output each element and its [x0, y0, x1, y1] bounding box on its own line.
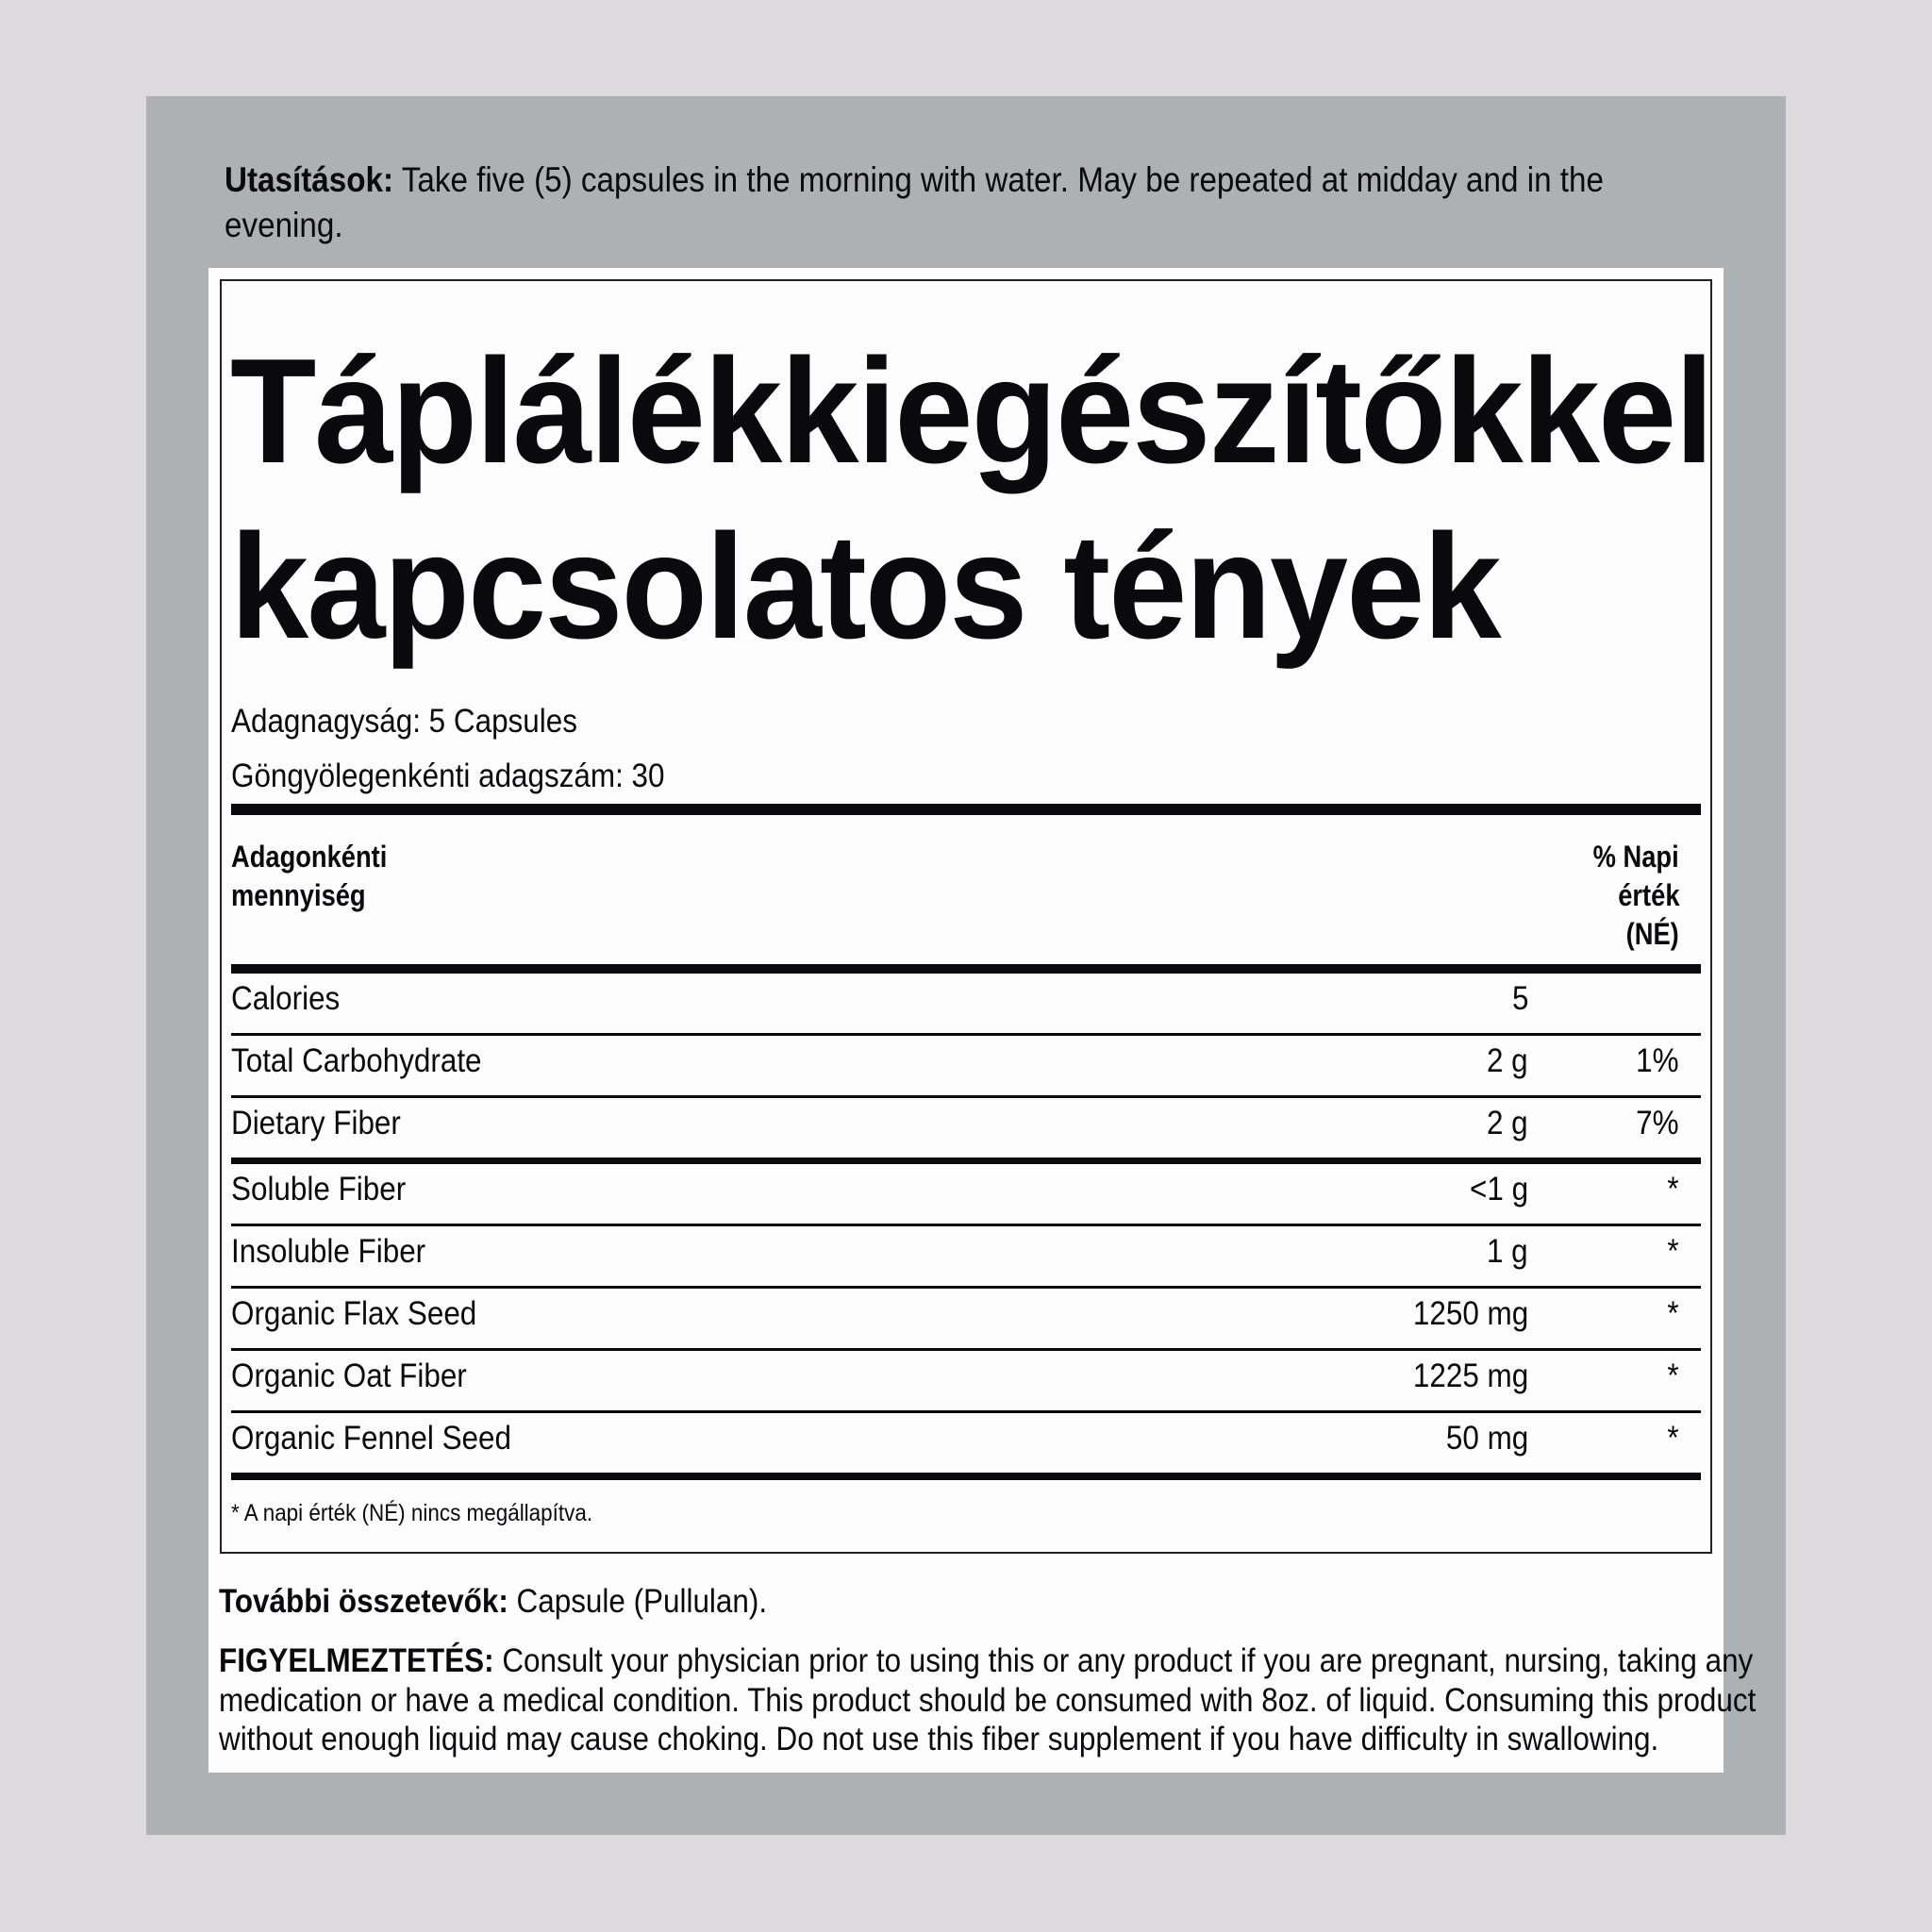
nutrient-amount: 5 — [1511, 980, 1528, 1017]
servings-per-container: Göngyölegenkénti adagszám: 30 — [231, 758, 665, 794]
nutrient-dv: 7% — [1636, 1105, 1679, 1141]
thick-rule-bottom — [231, 1473, 1701, 1480]
instructions-line-2: evening. — [225, 206, 343, 244]
nutrient-name: Organic Flax Seed — [231, 1295, 477, 1332]
nutrient-amount: 1250 mg — [1412, 1295, 1528, 1332]
nutrient-dv: * — [1667, 1295, 1679, 1332]
table-row-calories — [231, 974, 1701, 1033]
thick-rule-header — [231, 964, 1701, 974]
nutrient-amount: 1 g — [1487, 1233, 1528, 1270]
thick-rule-mid — [231, 1158, 1701, 1164]
table-row-soluble-fiber — [231, 1164, 1701, 1224]
nutrient-name: Soluble Fiber — [231, 1171, 407, 1208]
header-daily-value: % Napi érték (NÉ) — [1592, 840, 1679, 951]
nutrient-dv: * — [1667, 1233, 1679, 1270]
warning: FIGYELMEZTETÉS: Consult your physician prior to using this or any product if you are pregnant, nursing, taking any medication or have a medical condition. This product should be consumed with 8oz. of liquid. Consuming this product without enough liquid may cause choking. Do not use this fiber supplement if you have difficulty in swallowing. — [219, 1642, 1757, 1757]
nutrient-dv: * — [1667, 1171, 1679, 1208]
serving-info — [231, 694, 714, 804]
nutrient-name: Insoluble Fiber — [231, 1233, 426, 1270]
table-row-organic-fennel-seed — [231, 1413, 1701, 1473]
nutrient-name: Total Carbohydrate — [231, 1042, 482, 1079]
nutrient-dv: * — [1667, 1357, 1679, 1394]
table-row-dietary-fiber — [231, 1098, 1701, 1158]
nutrient-amount: <1 g — [1469, 1171, 1528, 1208]
thick-rule-top — [231, 804, 1701, 815]
nutrient-dv: 1% — [1636, 1042, 1679, 1079]
serving-size: Adagnagyság: 5 Capsules — [231, 703, 577, 740]
nutrient-amount: 2 g — [1487, 1042, 1528, 1079]
nutrient-name: Calories — [231, 980, 341, 1017]
instructions-label: Utasítások: — [225, 160, 394, 199]
nutrient-amount: 2 g — [1487, 1105, 1528, 1141]
daily-value-footnote: * A napi érték (NÉ) nincs megállapítva. — [231, 1500, 593, 1526]
other-ingredients-label: További összetevők: — [219, 1583, 508, 1620]
other-ingredients — [219, 1585, 829, 1618]
nutrient-name: Organic Fennel Seed — [231, 1420, 512, 1457]
nutrient-dv: * — [1667, 1420, 1679, 1457]
header-amount-per-serving: Adagonkénti mennyiség — [231, 840, 388, 912]
title-line-1: Táplálékkiegészítőkkel — [230, 328, 1712, 494]
table-row-total-carbohydrate — [231, 1036, 1701, 1095]
other-ingredients-text: Capsule (Pullulan). — [516, 1583, 768, 1620]
title-line-2: kapcsolatos tények — [230, 504, 1500, 670]
nutrient-amount: 1225 mg — [1412, 1357, 1528, 1394]
nutrient-name: Organic Oat Fiber — [231, 1357, 467, 1394]
facts-title — [230, 324, 1796, 675]
instructions-line-1: Utasítások: Take five (5) capsules in the morning with water. May be repeated at midday and in the — [225, 160, 1604, 199]
nutrient-amount: 50 mg — [1445, 1420, 1528, 1457]
table-row-organic-flax-seed — [231, 1289, 1701, 1348]
instructions — [225, 158, 1760, 248]
nutrient-name: Dietary Fiber — [231, 1105, 401, 1141]
warning-label: FIGYELMEZTETÉS: — [219, 1642, 494, 1679]
table-row-insoluble-fiber — [231, 1226, 1701, 1286]
table-row-organic-oat-fiber — [231, 1351, 1701, 1410]
